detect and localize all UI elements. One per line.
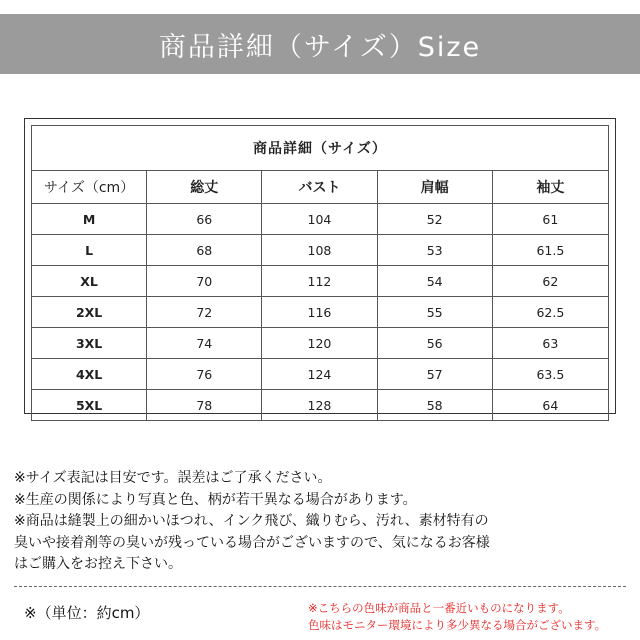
color-note-line: ※こちらの色味が商品と一番近いものになります。: [308, 601, 570, 615]
bust-cell: 112: [262, 266, 377, 297]
note-line: ※商品は縫製上の細かいほつれ、インク飛び、織りむら、汚れ、素材特有の: [14, 513, 489, 529]
size-cell: XL: [32, 266, 147, 297]
title-banner: [0, 14, 640, 74]
header-length: 総丈: [147, 171, 262, 204]
table-header-row: [32, 171, 608, 204]
sleeve-cell: 63.5: [493, 359, 608, 390]
dashed-divider: [14, 586, 626, 587]
size-table-frame: [24, 118, 616, 414]
length-cell: 76: [147, 359, 262, 390]
header-size: サイズ（cm）: [32, 171, 147, 204]
table-row: [32, 359, 608, 390]
shoulder-cell: 58: [378, 390, 493, 420]
length-cell: 78: [147, 390, 262, 420]
note-line: ※生産の関係により写真と色、柄が若干異なる場合があります。: [14, 491, 417, 508]
bust-cell: 116: [262, 297, 377, 328]
length-cell: 68: [147, 235, 262, 266]
size-table: [31, 125, 609, 421]
sleeve-cell: 61.5: [493, 235, 608, 266]
shoulder-cell: 54: [378, 266, 493, 297]
shoulder-cell: 53: [378, 235, 493, 266]
length-cell: 72: [147, 297, 262, 328]
table-row: [32, 204, 608, 235]
bust-cell: 128: [262, 390, 377, 420]
table-row: [32, 297, 608, 328]
shoulder-cell: 52: [378, 204, 493, 235]
length-cell: 70: [147, 266, 262, 297]
table-row: [32, 328, 608, 359]
table-row: [32, 235, 608, 266]
size-cell: L: [32, 235, 147, 266]
unit-note: ※（単位：約cm）: [24, 604, 150, 622]
notes: [14, 468, 630, 576]
shoulder-cell: 55: [378, 297, 493, 328]
sleeve-cell: 62: [493, 266, 608, 297]
banner-title: 商品詳細（サイズ）Size: [158, 31, 482, 63]
shoulder-cell: 57: [378, 359, 493, 390]
note-line: 臭いや接着剤等の臭いが残っている場合がございますので、気になるお客様: [14, 534, 490, 551]
sleeve-cell: 62.5: [493, 297, 608, 328]
header-shoulder: 肩幅: [378, 171, 493, 204]
color-note: [308, 600, 632, 634]
table-caption-row: [32, 126, 608, 171]
bust-cell: 108: [262, 235, 377, 266]
table-row: [32, 266, 608, 297]
note-line: ※サイズ表記は目安です。誤差はご了承ください。: [14, 470, 332, 486]
size-cell: M: [32, 204, 147, 235]
sleeve-cell: 64: [542, 397, 559, 413]
size-cell: 2XL: [32, 297, 147, 328]
bust-cell: 124: [262, 359, 377, 390]
length-cell: 74: [147, 328, 262, 359]
bust-cell: 120: [262, 328, 377, 359]
size-cell: 4XL: [32, 359, 147, 390]
header-sleeve: 袖丈: [493, 171, 608, 204]
sleeve-cell: 63: [493, 328, 608, 359]
table-row: [32, 390, 608, 420]
header-bust: バスト: [262, 171, 377, 204]
bust-cell: 104: [262, 204, 377, 235]
length-cell: 66: [147, 204, 262, 235]
color-note-line: 色味はモニター環境により多少異なる場合がございます。: [308, 618, 607, 632]
table-caption: 商品詳細（サイズ）: [32, 126, 608, 171]
size-cell: 5XL: [32, 390, 147, 420]
size-cell: 3XL: [32, 328, 147, 359]
sleeve-cell: 61: [493, 204, 608, 235]
note-line: はご購入をお控え下さい。: [14, 556, 182, 572]
shoulder-cell: 56: [378, 328, 493, 359]
